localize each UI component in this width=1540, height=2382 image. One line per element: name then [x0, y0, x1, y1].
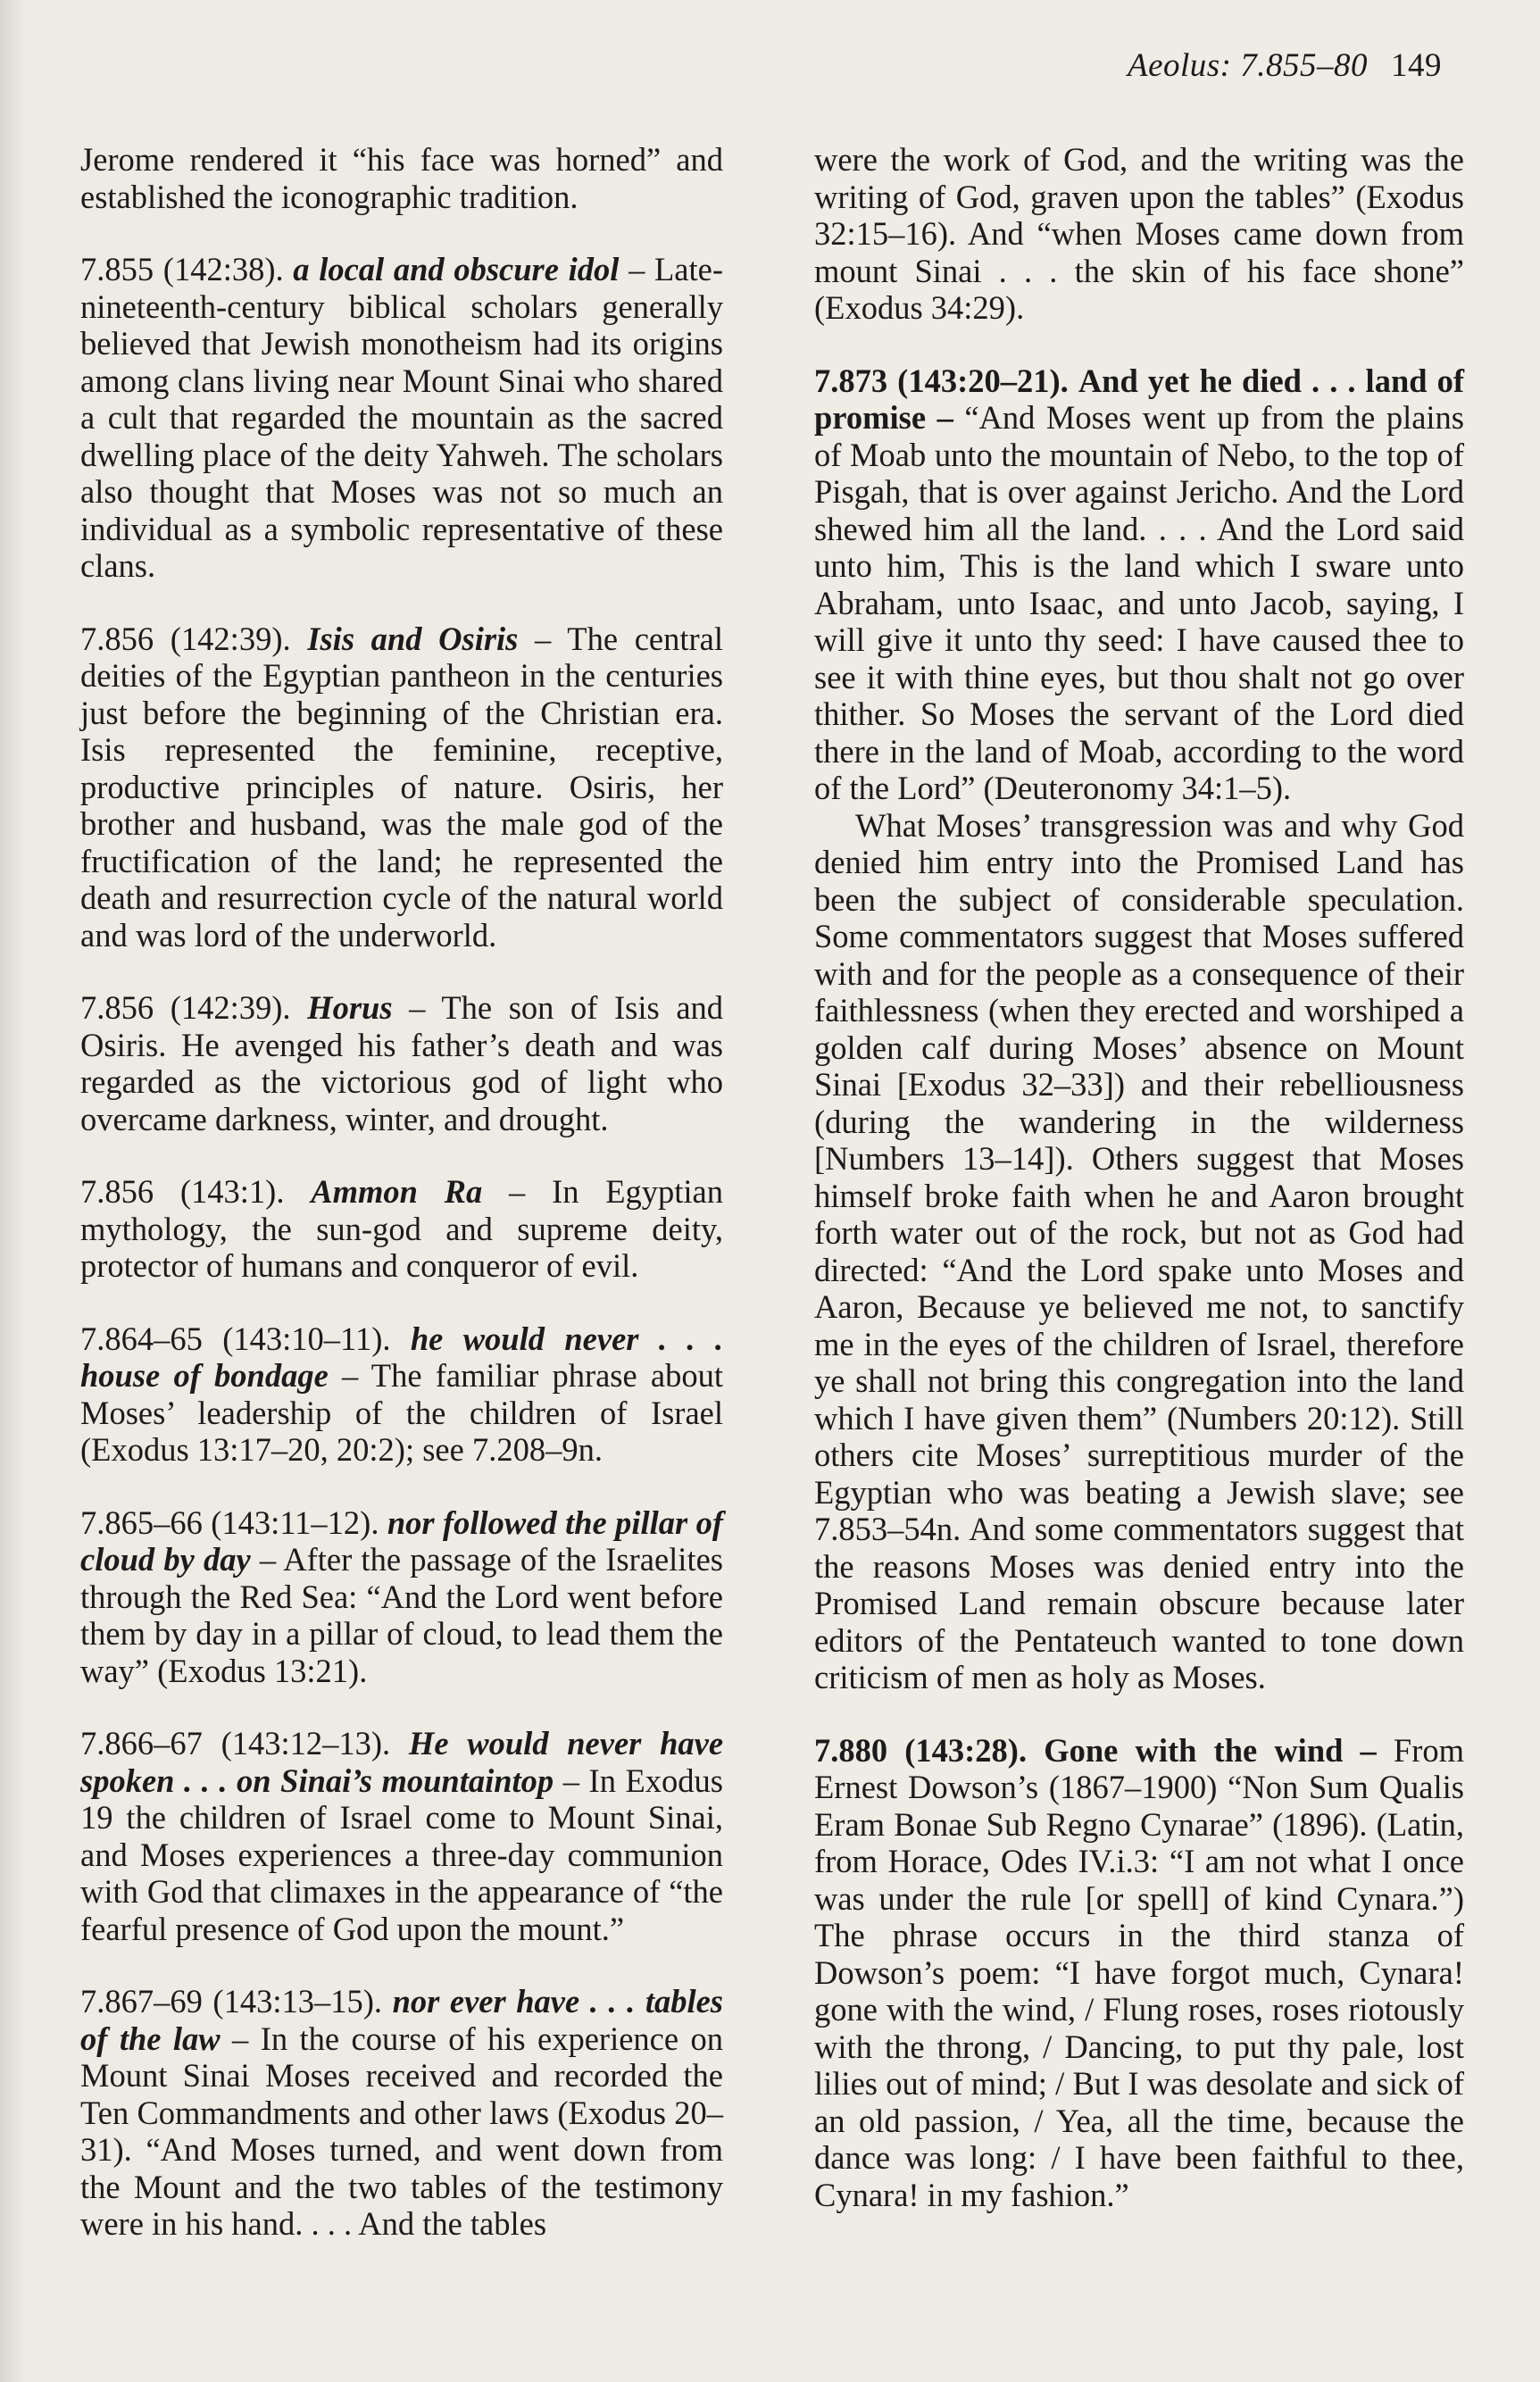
- entry-lemma: Isis and Osiris: [307, 620, 519, 657]
- entry-reference: 7.855 (142:38).: [80, 251, 284, 287]
- entry-separator: –: [392, 989, 442, 1026]
- entry-lemma: a local and obscure idol: [293, 251, 620, 287]
- entry-lemma: nor followed the pillar of cloud by day: [80, 1503, 723, 1578]
- left-column: [80, 141, 723, 2243]
- entry-reference: 7.880 (143:28).: [814, 1731, 1028, 1769]
- right-column: [814, 141, 1464, 2213]
- page-number: 149: [1391, 47, 1442, 84]
- entry-lemma: he would never . . . house of bondage: [80, 1320, 723, 1394]
- annotation-entry: [814, 1732, 1464, 2214]
- entry-body: In Exodus 19 the children of Israel come to Mount Sinai, and Moses experiences a three-day communion with God that climaxes in the appearance of “the fearful presence of God upon the mount.”: [80, 1762, 724, 1947]
- entry-body: From Ernest Dowson’s (1867–1900) “Non Sum Qualis Eram Bonae Sub Regno Cynarae” (1896). (Latin, from Horace, Odes IV.i.3: “I am not what I once was under the rule [or spell] of kind Cynara.”) The phrase occurs in the third stanza of Dowson’s poem: “I have forgot much, Cynara! gone with the wind, / Flung roses, roses riotously with the throng, / Dancing, to put thy pale, lost lilies out of mind; / But I was desolate and sick of an old passion, / Yea, all the time, because the dance was long: / I have been faithful to thee, Cynara! in my fashion.”: [814, 1731, 1465, 2213]
- annotation-entry: [814, 362, 1464, 807]
- entry-separator: –: [250, 1541, 284, 1578]
- entry-separator: –: [328, 1357, 371, 1394]
- entry-reference: 7.867–69 (143:13–15).: [80, 1983, 383, 2020]
- entry-reference: 7.856 (142:39).: [80, 620, 291, 657]
- indented-paragraph: What Moses’ transgression was and why God denied him entry into the Promised Land has been the subject of considerable speculation. Some commentators suggest that Moses suffered with and for the people as a consequence of their faithlessness (when they erected and worshiped a golden calf during Moses’ absence on Mount Sinai [Exodus 32–33]) and their rebelliousness (during the wandering in the wilderness [Numbers 13–14]). Others suggest that Moses himself broke faith when he and Aaron brought forth water out of the rock, but not as God had directed: “And the Lord spake unto Moses and Aaron, Because ye believed me not, to sanctify me in the eyes of the children of Israel, therefore ye shall not bring this congregation into the land which I have given them” (Numbers 20:12). Still others cite Moses’ surreptitious murder of the Egyptian who was beating a Jewish slave; see 7.853–54n. And some commentators suggest that the reasons Moses was denied entry into the Promised Land remain obscure because later editors of the Pentateuch wanted to tone down criticism of men as holy as Moses.: [814, 806, 1464, 1695]
- entry-lemma: Ammon Ra: [311, 1173, 483, 1210]
- annotation-entry: [80, 251, 723, 585]
- entry-lemma: Gone with the wind: [1044, 1731, 1344, 1769]
- entry-separator: –: [1343, 1731, 1394, 1769]
- entry-body: Late-nineteenth-century biblical scholars generally believed that Jewish monotheism had its origins among clans living near Mount Sinai who shared a cult that regarded the mountain as the sacred dwelling place of the deity Yahweh. The scholars also thought that Moses was not so much an individual as a symbolic representative of these clans.: [80, 251, 723, 584]
- annotation-entry: [80, 1725, 723, 1947]
- entry-reference: 7.864–65 (143:10–11).: [80, 1320, 391, 1357]
- entry-reference: 7.873 (143:20–21).: [814, 362, 1069, 399]
- entry-lemma: He would never have spoken . . . on Sinai’s mountaintop: [80, 1725, 724, 1799]
- entry-reference: 7.866–67 (143:12–13).: [80, 1725, 391, 1762]
- annotation-entry: [80, 1504, 723, 1690]
- entry-reference: 7.856 (142:39).: [80, 989, 291, 1026]
- entry-separator: –: [220, 2020, 261, 2057]
- annotation-entry: [80, 989, 723, 1137]
- entry-body: “And Moses went up from the plains of Moab unto the mountain of Nebo, to the top of Pisgah, that is over against Jericho. And the Lord shewed him all the land. . . . And the Lord said unto him, This is the land which I sware unto Abraham, unto Isaac, and unto Jacob, saying, I will give it unto thy seed: I have caused thee to see it with thine eyes, but thou shalt not go over thither. So Moses the servant of the Lord died there in the land of Moab, according to the word of the Lord” (Deuteronomy 34:1–5).: [814, 399, 1465, 806]
- continued-paragraph: Jerome rendered it “his face was horned” and established the iconographic tradition.: [80, 141, 723, 215]
- entry-separator: –: [554, 1762, 589, 1799]
- entry-body: The central deities of the Egyptian pantheon in the centuries just before the beginning of the Christian era. Isis represented the feminine, receptive, productive principles of nature. Osiris, her brother and husband, was the male god of the fructification of the land; he represented the death and resurrection cycle of the natural world and was lord of the underworld.: [80, 620, 723, 954]
- annotation-entry: [80, 620, 723, 954]
- entry-separator: –: [619, 251, 654, 287]
- entry-lemma: Horus: [307, 989, 393, 1026]
- entry-body: After the passage of the Israelites through the Red Sea: “And the Lord went before them by day in a pillar of cloud, to lead them the way” (Exodus 13:21).: [80, 1541, 723, 1689]
- running-title: Aeolus: 7.855–80: [1127, 47, 1368, 84]
- annotation-entry: [80, 1320, 723, 1469]
- entry-body: The son of Isis and Osiris. He avenged his father’s death and was regarded as the victorious god of light who overcame darkness, winter, and drought.: [80, 989, 724, 1137]
- entry-lemma: nor ever have . . . tables of the law: [80, 1983, 724, 2057]
- entry-separator: –: [482, 1173, 553, 1210]
- continued-paragraph: were the work of God, and the writing was the writing of God, graven upon the tables” (Exodus 32:15–16). And “when Moses came down from mount Sinai . . . the skin of his face shone” (Exodus 34:29).: [814, 141, 1464, 326]
- entry-body: The familiar phrase about Moses’ leadership of the children of Israel (Exodus 13:17–20, 20:2); see 7.208–9n.: [80, 1357, 724, 1468]
- entry-reference: 7.856 (143:1).: [80, 1173, 285, 1210]
- entry-body: In Egyptian mythology, the sun-god and supreme deity, protector of humans and conqueror of evil.: [80, 1173, 724, 1284]
- entry-reference: 7.865–66 (143:11–12).: [80, 1503, 379, 1541]
- entry-body: In the course of his experience on Mount Sinai Moses received and recorded the Ten Commandments and other laws (Exodus 20–31). “And Moses turned, and went down from the Mount and the two tables of the testimony were in his hand. . . . And the tables: [80, 2020, 723, 2242]
- entry-separator: –: [926, 399, 965, 436]
- entry-separator: –: [518, 620, 568, 657]
- running-head: [1128, 46, 1442, 85]
- annotation-entry: [80, 1983, 723, 2243]
- entry-lemma: And yet he died . . . land of promise: [814, 362, 1465, 436]
- annotation-entry: [80, 1173, 723, 1285]
